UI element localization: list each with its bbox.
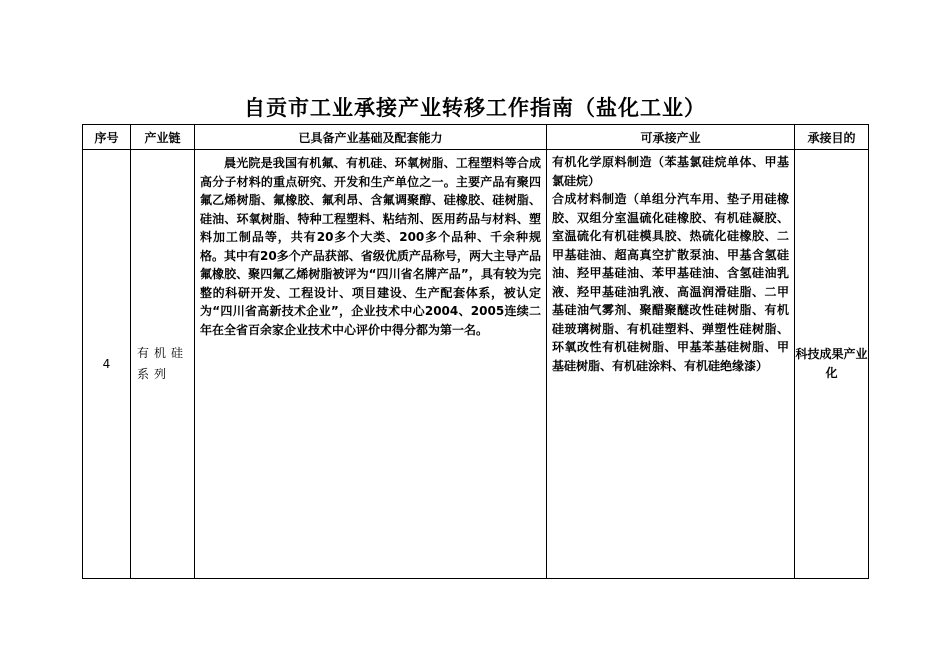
row-foundation: 晨光院是我国有机氟、有机硅、环氧树脂、工程塑料等合成高分子材料的重点研究、开发和生产单位之一。主要产品有聚四氟乙烯树脂、氟橡胶、氟利昂、含氟调聚醇、硅橡胶、硅树脂、硅油、环氧树脂、特种工程塑料、粘结剂、医用药品与材料、塑料加工制品等，共有20多个大类、200多个品种、千余种规格。其中有20多个产品获部、省级优质产品称号，两大主导产品氟橡胶、聚四氟乙烯树脂被评为“四川省名牌产品”，具有较为完整的科研开发、工程设计、项目建设、生产配套体系，被认定为“四川省高新技术企业”，企业技术中心2004、2005连续二年在全省百余家企业技术中心评价中得分都为第一名。 <box>195 150 547 579</box>
row-industries <box>547 150 795 579</box>
header-industries: 可承接产业 <box>547 125 795 150</box>
guide-table <box>82 124 869 579</box>
header-chain: 产业链 <box>131 125 195 150</box>
table-header-row <box>83 125 869 150</box>
industries-paragraph-2: 合成材料制造（单组分汽车用、垫子用硅橡胶、双组分室温硫化硅橡胶、有机硅凝胶、室温硫化有机硅模具胶、热硫化硅橡胶、二甲基硅油、超高真空扩散泵油、甲基含氢硅油、羟甲基硅油、苯甲基硅油、含氢硅油乳液、羟甲基硅油乳液、高温润滑硅脂、二甲基硅油气雾剂、聚醋聚醚改性硅树脂、有机硅玻璃树脂、有机硅塑料、弹塑性硅树脂、环氧改性有机硅树脂、甲基苯基硅树脂、甲基硅树脂、有机硅涂料、有机硅绝缘漆） <box>552 192 789 373</box>
row-goal: 科技成果产业化 <box>795 150 869 579</box>
row-chain: 有机硅系列 <box>131 150 195 579</box>
header-index: 序号 <box>83 125 131 150</box>
header-foundation: 已具备产业基础及配套能力 <box>195 125 547 150</box>
page-title: 自贡市工业承接产业转移工作指南（盐化工业） <box>244 96 706 120</box>
industries-paragraph-1: 有机化学原料制造（苯基氯硅烷单体、甲基氯硅烷） <box>552 155 789 188</box>
row-index: 4 <box>83 150 131 579</box>
table-row <box>83 150 869 579</box>
header-goal: 承接目的 <box>795 125 869 150</box>
